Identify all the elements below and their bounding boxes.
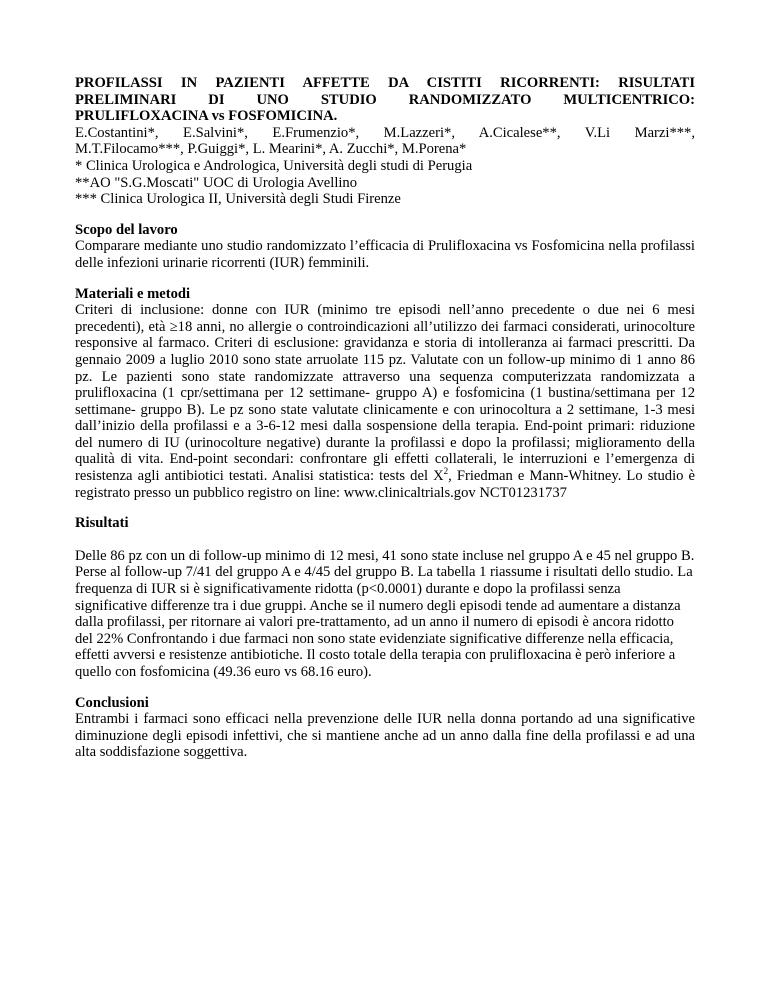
affiliation-avellino: **AO "S.G.Moscati" UOC di Urologia Avellino <box>75 174 358 191</box>
materiali-text-part-1: Criteri di inclusione: donne con IUR (minimo tre episodi nell’anno precedente o due nei 6 mesi precedenti), età ≥18 anni, no allergie o controindicazioni all’utilizzo dei farmaci considerati, urinocolture responsive al farmaco. Criteri di esclusione: gravidanza e storia di intolleranza ai farmaci prescritti. Da gennaio 2009 a luglio 2010 sono state arruolate 115 pz. Valutate con un follow-up minimo di 1 anno 86 pz. Le pazienti sono state randomizzate attraverso una sequenza computerizzata randomizzata a prulifloxacina (1 cpr/settimana per 12 settimane- gruppo A) e fosfomicina (1 bustina/settimana per 12 settimane- gruppo B). Le pz sono state valutate clinicamente e con urinocoltura a 2 settimane, 1-3 mesi dall’inizio della profilassi e a 3-6-12 mesi dalla sospensione della terapia. End-point primari: riduzione del numero di IU (urinocolture negative) durante la profilassi e dopo la profilassi; miglioramento della qualità di vita. End-point secondari: confrontare gli effetti collaterali, le interruzioni e l’emergenza di resistenza agli antibiotici testati. Analisi statistica: tests del X <box>75 302 695 485</box>
materiali-text-part-2: , Friedman e Mann-Whitney. Lo studio è registrato presso un pubblico registro on line: www.clinicaltrials.gov NCT01231737 <box>75 468 695 501</box>
section-heading-scopo: Scopo del lavoro <box>75 221 178 238</box>
section-text-conclusioni: Entrambi i farmaci sono efficaci nella prevenzione delle IUR nella donna portando ad una significative diminuzione degli episodi infettivi, che si mantiene anche ad un anno dalla fine della profilassi e ad una alta soddisfazione soggettiva. <box>75 711 695 761</box>
affiliation-perugia: * Clinica Urologica e Andrologica, Università degli studi di Perugia <box>75 157 473 174</box>
section-materiali <box>75 286 695 502</box>
abstract-page <box>75 75 695 761</box>
chi-square-superscript: 2 <box>443 466 449 477</box>
authors-line-2: M.T.Filocamo***, P.Guiggi*, L. Mearini*, A. Zucchi*, M.Porena* <box>75 141 467 158</box>
section-conclusioni <box>75 695 695 761</box>
section-text-scopo: Comparare mediante uno studio randomizzato l’efficacia di Prulifloxacina vs Fosfomicina nella profilassi delle infezioni urinarie ricorrenti (IUR) femminili. <box>75 238 695 271</box>
section-heading-risultati: Risultati <box>75 515 129 532</box>
title-line-3: PRULIFLOXACINA vs FOSFOMICINA. <box>75 108 338 125</box>
title-line-1: PROFILASSI IN PAZIENTI AFFETTE DA CISTITI RICORRENTI: RISULTATI <box>75 75 695 91</box>
section-text-materiali <box>75 302 695 501</box>
section-text-risultati: Delle 86 pz con un di follow-up minimo di 12 mesi, 41 sono state incluse nel gruppo A e 45 nel gruppo B. Perse al follow-up 7/41 del gruppo A e 4/45 del gruppo B. La tabella 1 riassume i risultati dello studio. La frequenza di IUR si è significativamente ridotta (p<0.0001) durante e dopo la profilassi senza significative differenze tra i due gruppi. Anche se il numero degli episodi tende ad aumentare a distanza dalla profilassi, per ritornare ai valori pre-trattamento, ad un anno il numero di episodi è ancora ridotto del 22% Confrontando i due farmaci non sono state evidenziate significative differenze nella efficacia, effetti avversi e resistenze antibiotiche. Il costo totale della terapia con prulifloxacina è però inferiore a quello con fosfomicina (49.36 euro vs 68.16 euro). <box>75 547 695 680</box>
affiliation-firenze: *** Clinica Urologica II, Università degli Studi Firenze <box>75 191 401 208</box>
author-list <box>75 125 695 158</box>
section-heading-materiali: Materiali e metodi <box>75 285 191 302</box>
abstract-title <box>75 75 695 125</box>
authors-line-1: E.Costantini*, E.Salvini*, E.Frumenzio*, M.Lazzeri*, A.Cicalese**, V.Li Marzi***, <box>75 124 695 141</box>
affiliation-list <box>75 158 695 208</box>
section-heading-conclusioni: Conclusioni <box>75 694 149 711</box>
spacer <box>75 532 695 548</box>
section-scopo <box>75 222 695 272</box>
title-line-2: PRELIMINARI DI UNO STUDIO RANDOMIZZATO MULTICENTRICO: <box>75 91 695 108</box>
section-risultati <box>75 515 695 680</box>
